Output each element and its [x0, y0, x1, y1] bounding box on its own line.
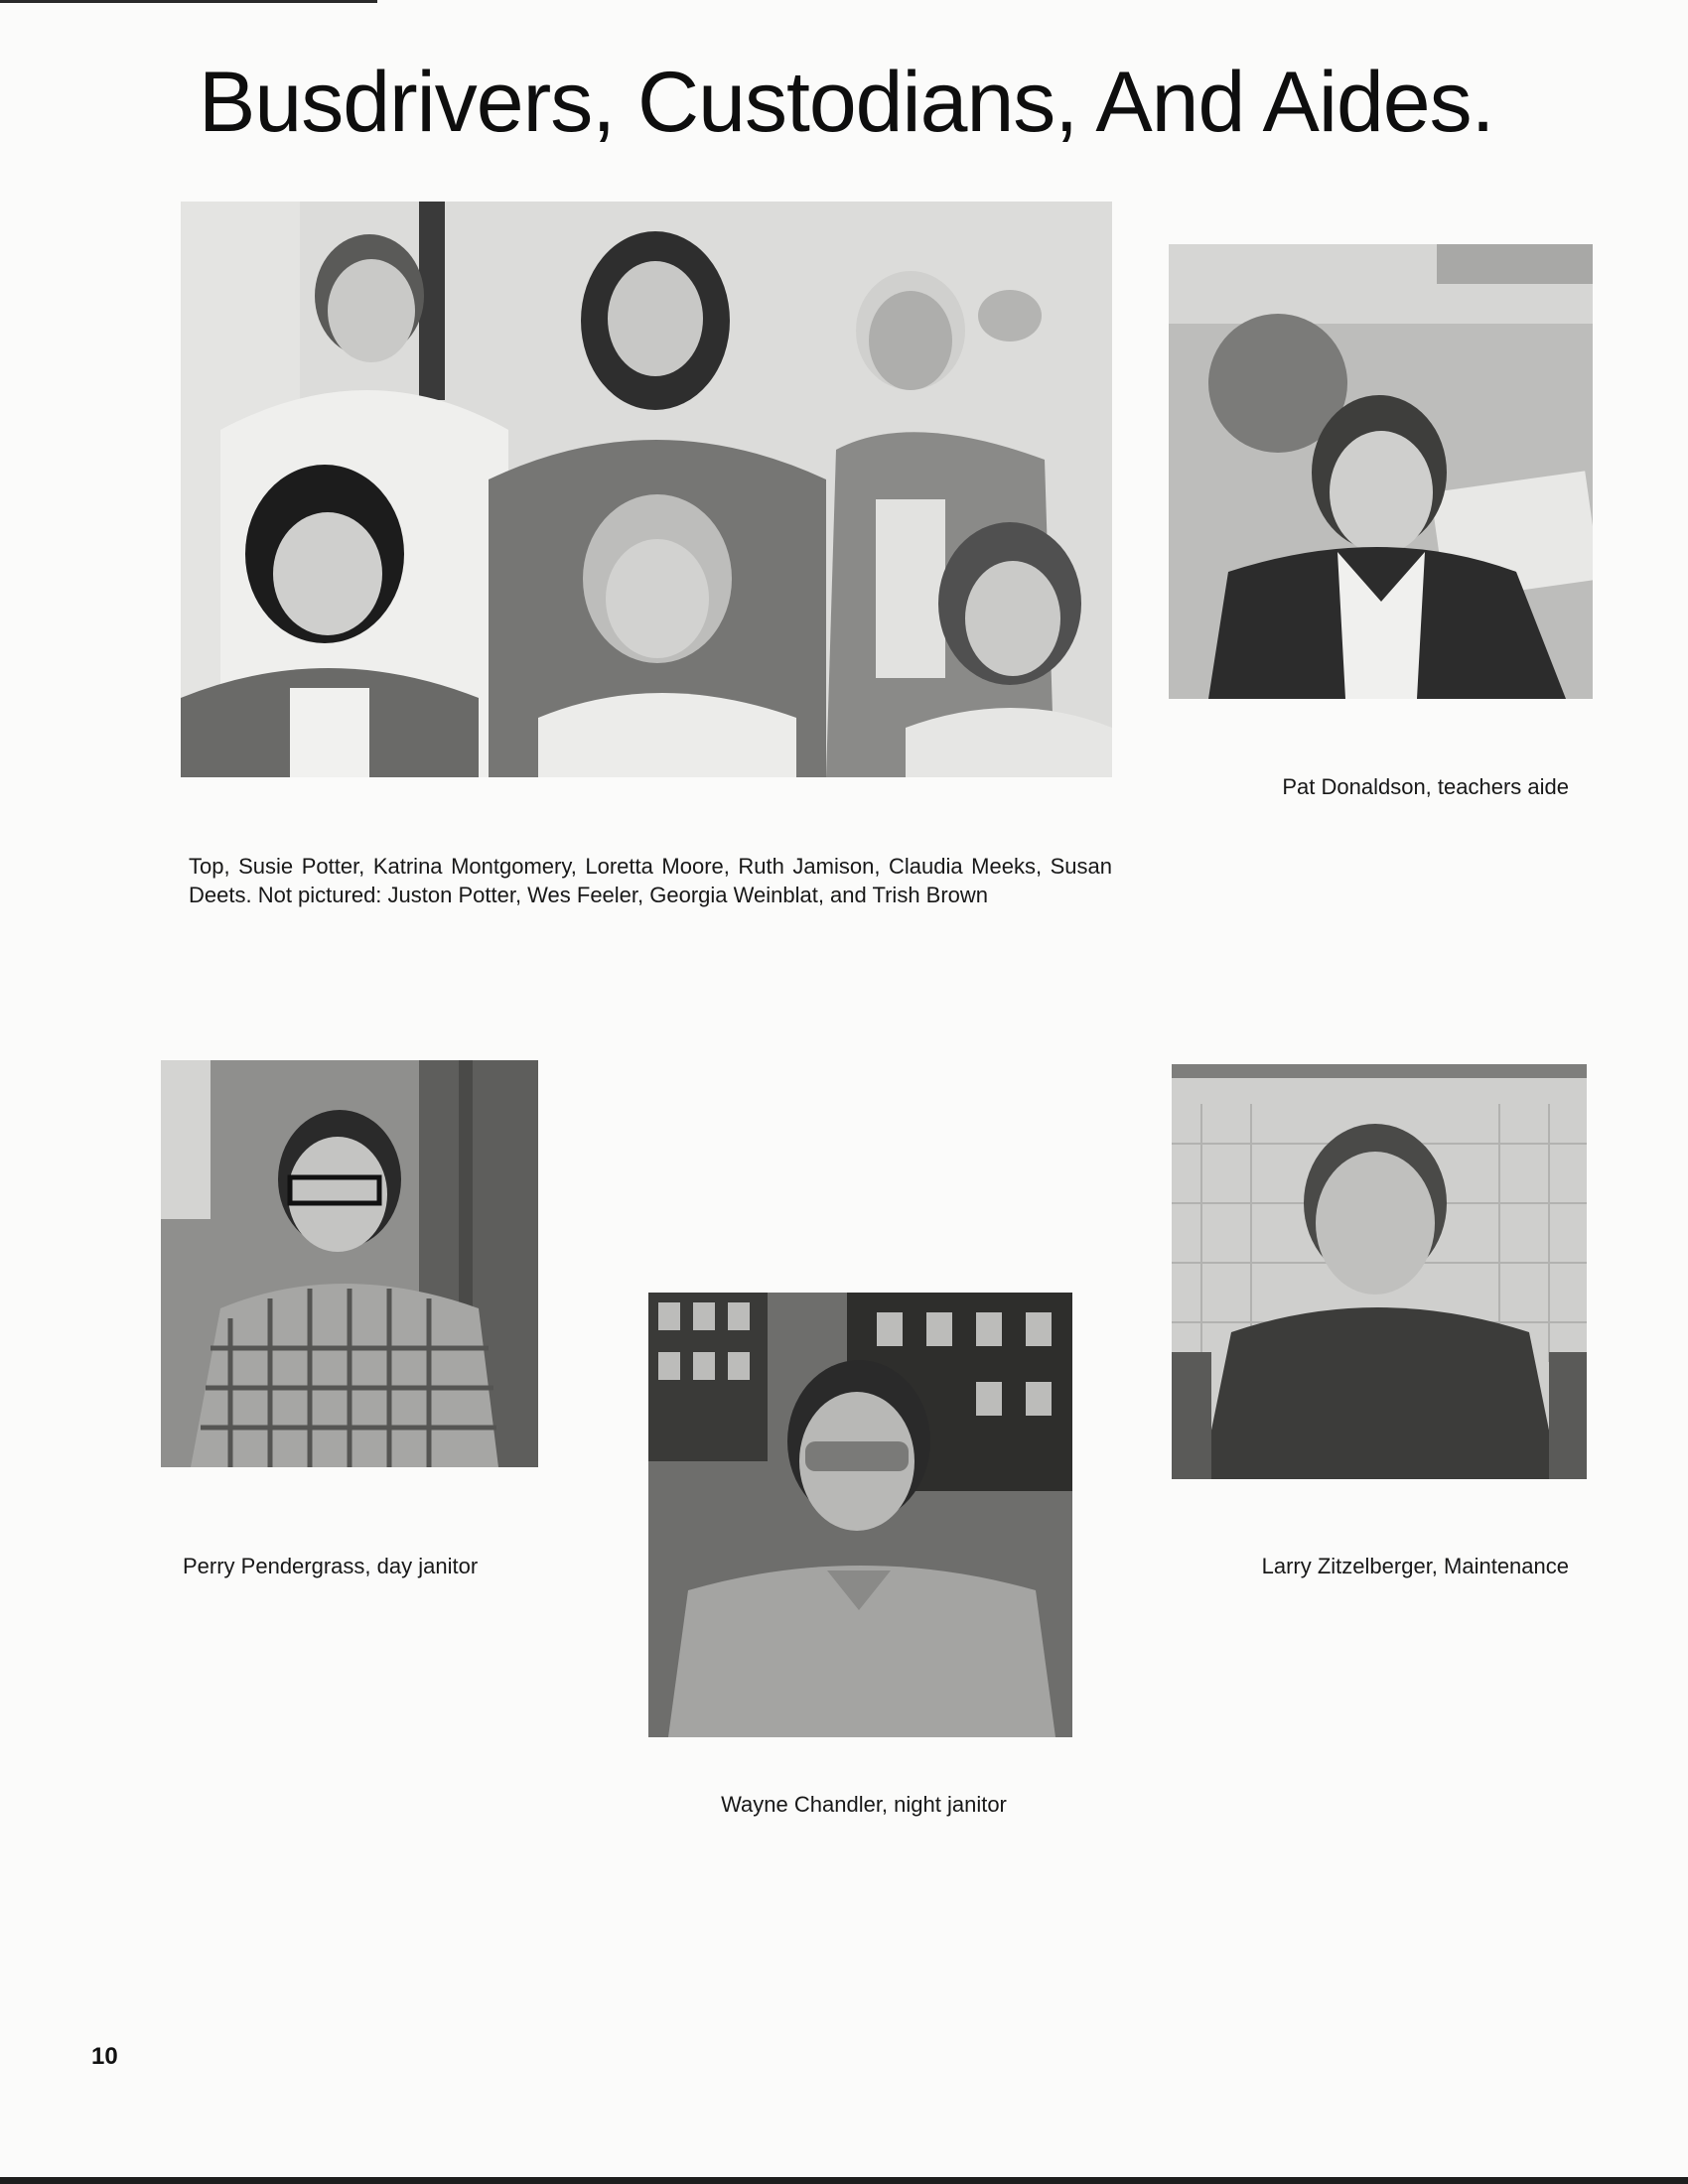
wayne-photo [648, 1293, 1072, 1737]
top-rule [0, 0, 377, 3]
bottom-rule [0, 2177, 1688, 2184]
perry-photo [161, 1060, 538, 1467]
donaldson-photo [1169, 244, 1593, 699]
donaldson-caption: Pat Donaldson, teachers aide [1282, 774, 1569, 799]
group-photo [181, 202, 1112, 777]
page-number: 10 [91, 2043, 118, 2070]
larry-photo [1172, 1064, 1587, 1479]
group-caption: Top, Susie Potter, Katrina Montgomery, Loretta Moore, Ruth Jamison, Claudia Meeks, Susan Deets. Not pictured: Juston Potter, Wes Feeler, Georgia Weinblat, and Trish Brown [189, 854, 1112, 907]
larry-caption: Larry Zitzelberger, Maintenance [1261, 1554, 1569, 1578]
page-title: Busdrivers, Custodians, And Aides. [199, 55, 1494, 150]
wayne-caption: Wayne Chandler, night janitor [721, 1792, 1007, 1817]
perry-caption: Perry Pendergrass, day janitor [183, 1554, 479, 1578]
